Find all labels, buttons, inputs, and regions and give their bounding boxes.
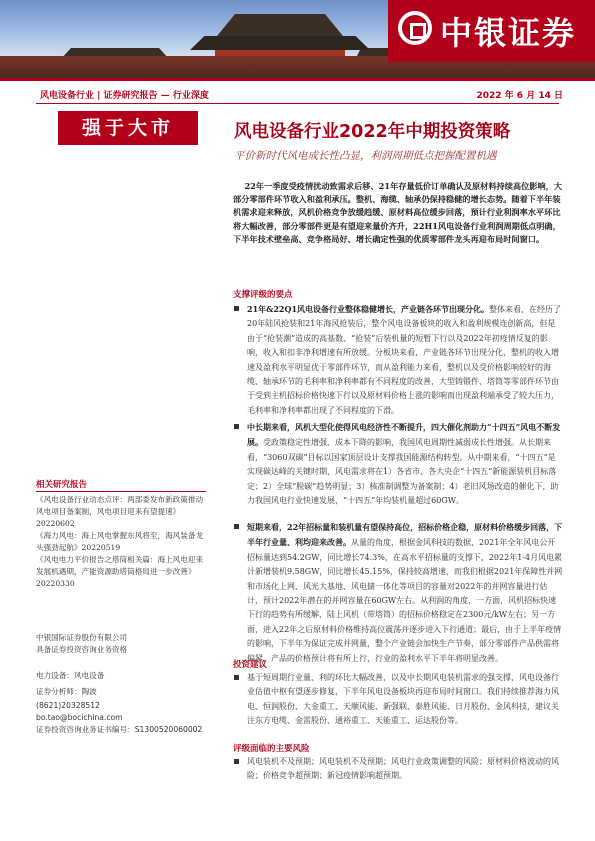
bullet-text: 整体来看，在经历了20年陆风抢装和21年海风抢装后，整个风电设备板块的收入和盈利规模连创新高，但是由于“抢装潮”造成的高基数、“抢装”后装机量的短暂下行以及2022年初疫情反复的影响，收入和扣非净利增速有所放缓。分板块来看，产业链各环节出现分化，整机的收入增速及盈利水平明显优于零部件环节，而从盈利能力来看，整机以及受价格影响较好的海缆、轴承环节的毛利率和净利率都有不同程度的改善，大型铸锻件、塔筒等零部件环节由于受到主机招标价格快速下行以及原材料价格上涨的影响而出现盈利端承受了较大压力，毛利率和净利率都出现了不同程度的下滑。 (247, 305, 562, 415)
bullet-lead: 中长期来看，风机大型化使得风电经济性不断提升，四大催化剂助力“十四五”风电不断发展。 (247, 422, 561, 448)
risk-text: 风电装机不及预期；风电装机不及预期；风电行业政策调整的风险；原材料价格波动的风险；价格竞争超预期；新冠疫情影响超预期。 (247, 757, 559, 781)
risk-paragraph (233, 755, 563, 784)
sector-label: 电力设备：风电设备 (36, 671, 105, 680)
analyst-name: 证券分析师：陶波 (36, 687, 97, 696)
summary-paragraph: 22年一季度受疫情扰动致需求后移、21年存量低价订单确认及原材料持续高位影响，大部分零部件环节收入和盈利承压。整机、海缆、轴承仍保持稳健的增长态势。随着下半年装机需求迎来释放，风机价格竞争放缓趋缓、原材料高位缓步回落，预计行业利润率水平环比将大幅改善，部分零部件更是有望迎来量价齐升，22H1风电设备行业利润周期低点明确，下半年技术壁垒高、竞争格局好、增长确定性强的优质零部件龙头再迎布局时间窗口。 (233, 181, 563, 244)
header-divider (0, 78, 595, 81)
bullet-square-icon (234, 524, 239, 529)
related-divider (36, 491, 206, 492)
bullet-point (233, 420, 563, 508)
invest-paragraph (233, 671, 563, 729)
bullet-square-icon (234, 306, 239, 311)
report-meta-bar (0, 83, 595, 103)
bullet-lead: 短期来看，22年招标量和装机量有望保持高位，招标价格企稳，原材料价格缓步回落，下半年行业量、利均迎来改善。 (247, 522, 563, 548)
report-date: 2022 年 6 月 14 日 (476, 91, 563, 101)
bullet-square-icon (234, 675, 239, 680)
meta-divider (36, 103, 559, 104)
section-title-points: 支撑评级的要点 (233, 290, 293, 300)
palace-eave (190, 36, 370, 50)
analyst-cert: 证券投资咨询业务证书编号：S1300520060002 (36, 725, 203, 734)
related-reports-title: 相关研究报告 (36, 480, 88, 490)
brand-name: 中银证券 (440, 14, 577, 52)
breadcrumb: 风电设备行业 | 证券研究报告 — 行业深度 (40, 91, 209, 101)
related-report-link[interactable]: 《风电设备行业动态点评：两部委发布新政策推动风电项目备案制，风电项目迎来有望提速》20220602 (36, 495, 204, 528)
related-report-link[interactable]: 《风电电力平价报告之塔筒相关篇：海上风电迎来发展机遇期，产能资源助塔筒格局进一步改善》20220330 (36, 555, 204, 588)
palace-roof (205, 14, 355, 36)
related-report-link[interactable]: 《海力风电：海上风电掌握东风将至，海风装备龙头强劲起航》20220519 (36, 531, 204, 552)
company-name: 中银国际证券股份有限公司 (36, 633, 128, 642)
section-title-risk: 评级面临的主要风险 (233, 744, 310, 754)
bullet-lead: 21年&22Q1风电设备行业整体稳健增长，产业链各环节出现分化。 (247, 304, 490, 314)
bullet-square-icon (234, 424, 239, 429)
analyst-phone: (8621)20328512 (36, 701, 100, 710)
bullet-point (233, 520, 563, 666)
invest-text: 基于短周期行业量、利的环比大幅改善，以及中长期风电装机需求的强支撑，风电设备行业估值中枢有望逐步修复，下半年风电设备板块再迎布局时间窗口。我们持续推荐海力风电、恒润股份、大金重工、天顺风能、新强联、泰胜风能、日月股份、金风科技，建议关注东方电缆、金雷股份、通裕重工、天能重工、运达股份等。 (247, 673, 559, 726)
bullet-text: 受政策稳定性增强、成本下降的影响，我国风电周期性减弱成长性增强。从长期来看，“3060双碳”目标以国家顶层设计支撑我国能源结构转型。从中期来看，“十四五”是实现碳达峰的关键时期，风电需求将在1）各省市、各大央企“十四五”新能源装机目标落定；2）全球“脱碳”趋势明显；3）核准制调整为备案制；4）老旧风场改造的催化下，助力我国风电行业快速发展，“十四五”年均装机量超过60GW。 (247, 438, 559, 506)
bank-logo-icon (398, 11, 432, 45)
section-title-invest: 投资建议 (233, 660, 268, 670)
report-title: 风电设备行业2022年中期投资策略 (234, 122, 511, 142)
rating-badge: 强于大市 (58, 111, 198, 145)
company-license: 具备证券投资咨询业务资格 (36, 645, 128, 654)
bullet-point (233, 302, 563, 418)
analyst-email[interactable]: bo.tao@bocichina.com (36, 713, 123, 722)
bullet-square-icon (234, 759, 239, 764)
bullet-text: 从量的角度，根据金风科技的数据，2021年全年风电公开招标量达到54.2GW，同比增长74.3%，在高水平招标量的支撑下，2022年1-4月风电累计新增装机9.58GW，同比增长45.15%，保持较高增速，而我们根据2021年保障性并网和市场化上网、风光大基地、风电储一体化等项目的容量对2022年的并网容量进行估计，预计2022年潜在的并网容量在60GW左右。从利润的角度，一方面，风机招标快速下行的趋势有所缓解，陆上风机（带塔筒）的招标价格稳定在2300元/kW左右；另一方面，进入22年之后原材料价格维持高位震荡并逐步进入下行通道；最后，由于上半年疫情的影响，下半年为保证完成并网量，整个产业链会加快生产节奏，部分零部件产品供需将偏紧，产品的价格预计将有所上行，行业的盈利水平下半年将明显改善。 (247, 538, 563, 663)
report-subtitle: 平价新时代风电成长性凸显，利润周期低点把握配置机遇 (234, 150, 497, 162)
